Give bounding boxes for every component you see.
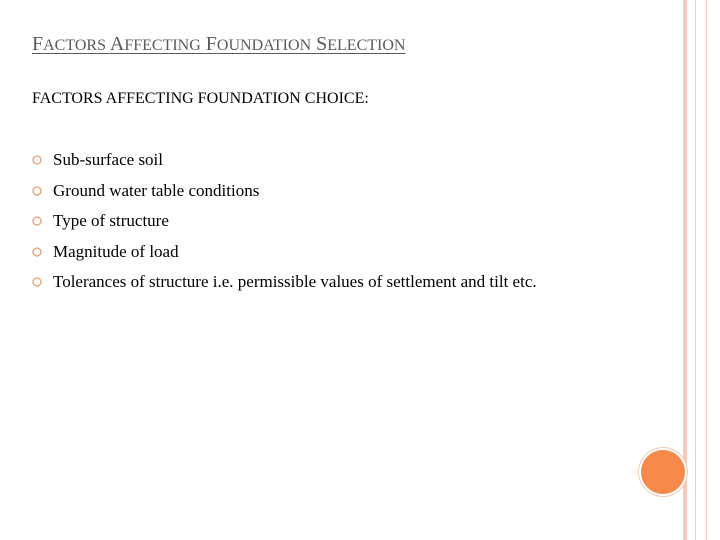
circle-bullet-icon [32, 155, 42, 165]
title-word-1-initial: F [32, 33, 44, 55]
title-word-1-rest: ACTORS [43, 37, 106, 54]
bullet-text: Type of structure [53, 211, 169, 230]
bullet-text: Sub-surface soil [53, 150, 164, 169]
subheading: FACTORS AFFECTING FOUNDATION CHOICE: [32, 90, 369, 107]
decorative-rule-thin [695, 0, 696, 540]
decorative-rule-thick [683, 0, 687, 540]
title-word-3-initial: F [205, 33, 217, 55]
bullet-text: Tolerances of structure i.e. permissible values of settlement and tilt etc. [53, 272, 537, 291]
title-word-3-rest: OUNDATION [216, 37, 312, 54]
decorative-rule-thin [706, 0, 707, 540]
bullet-text: Ground water table conditions [53, 180, 260, 200]
title-word-2-initial: A [109, 33, 125, 55]
circle-bullet-icon [32, 277, 42, 287]
title-word-4-rest: ELECTION [327, 37, 406, 54]
bullet-text: Magnitude of load [53, 241, 179, 261]
circle-bullet-icon [32, 186, 42, 196]
title-word-2-rest: FFECTING [124, 37, 201, 54]
title-word-4-initial: S [316, 33, 328, 55]
circle-bullet-icon [32, 216, 42, 226]
circle-bullet-icon [32, 247, 42, 257]
slide-title [32, 33, 405, 56]
decorative-dot [641, 450, 685, 494]
